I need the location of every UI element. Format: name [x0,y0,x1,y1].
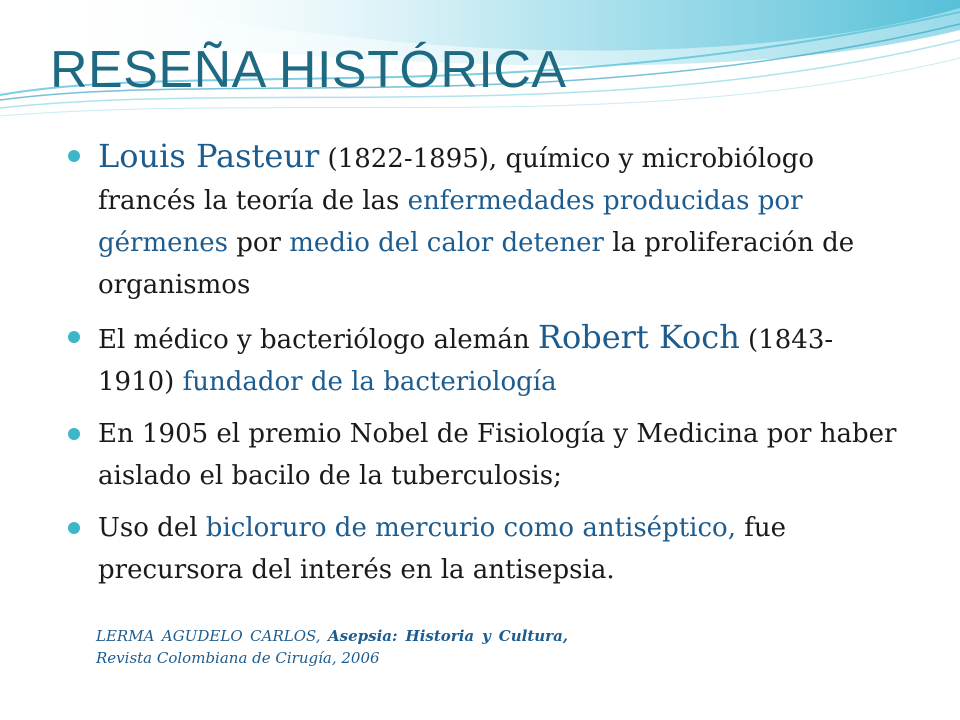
name-pasteur: Louis Pasteur [98,137,320,175]
citation-author: LERMA AGUDELO CARLOS, [96,627,329,645]
text-segment: En 1905 el premio Nobel de Fisiología y Medicina por haber aislado el bacilo de la tuberculosis; [98,419,897,491]
text-segment: El médico y bacteriólogo alemán [98,325,538,355]
name-koch: Robert Koch [537,318,740,356]
highlight-bacteriologia: fundador de la bacteriología [182,367,557,397]
text-segment: fue precursora del interés en la antisepsia. [98,513,786,585]
bullet-dot-icon [68,331,80,343]
bullet-koch [68,316,908,403]
bullet-nobel [68,413,908,497]
highlight-calor: medio del calor detener [289,228,604,258]
slide-title: RESEÑA HISTÓRICA [50,41,567,99]
bullet-dot-icon [68,150,80,162]
citation-source: Revista Colombiana de Cirugía, 2006 [96,649,380,667]
text-segment: (1843-1910) [98,325,834,397]
bullet-dot-icon [68,522,80,534]
bullet-dot-icon [68,428,80,440]
highlight-bicloruro: bicloruro de mercurio como antiséptico, [205,513,736,543]
text-segment: por [227,228,290,258]
text-segment: la proliferación de organismos [98,228,855,300]
highlight-enfermedades: enfermedades producidas por gérmenes [98,186,803,258]
citation-work: Asepsia: Historia y Cultura, [328,627,569,645]
bullet-pasteur [68,135,908,306]
bullet-list [68,135,908,601]
citation [96,625,568,669]
text-segment: Uso del [98,513,206,543]
bullet-bicloruro [68,507,908,591]
text-segment: (1822-1895), químico y microbiólogo francés la teoría de las [98,144,815,216]
